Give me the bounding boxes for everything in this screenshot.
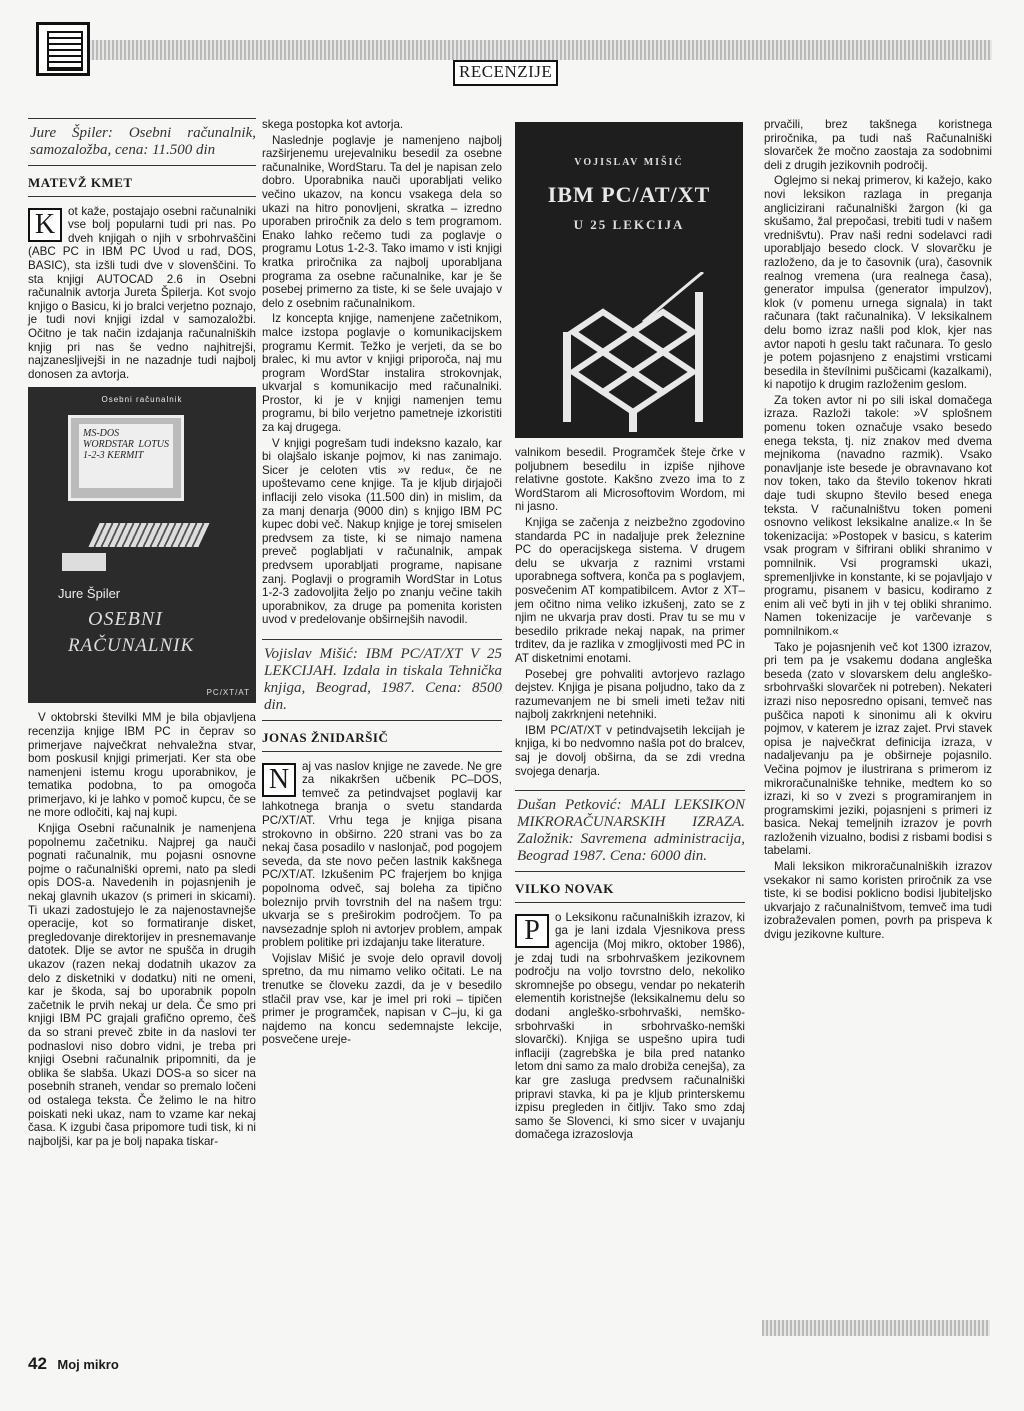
review2-paragraph: Vojislav Mišić je svoje delo opravil dovolj spretno, da mu nimamo veliko očitati. Le na trenutke se človeku zazdi, da je v besedilo stlačil prav vse, kar je imel pri roki – tipičen primer je programček, napisan v C–ju, ki ga najdemo na koncu sedemnajste lekcije, posvečene ureje- xyxy=(262,951,502,1047)
cover-author: VOJISLAV MIŠIĆ xyxy=(574,157,684,168)
review1-author: MATEVŽ KMET xyxy=(28,172,256,197)
page-footer xyxy=(28,1354,119,1374)
review2-author: JONAS ŽNIDARŠIČ xyxy=(262,727,502,752)
footer-rule xyxy=(762,1320,990,1336)
review1-paragraph: Naslednje poglavje je namenjeno najbolj razširjenemu urejevalniku besedil za osebne računalnike, WordStaru. Ta del je napisan zelo dobro. Uporabnika nauči uporabljati veliko večino ukazov, na koncu vsakega dela so ukazi na hitro ponovljeni, skratka – izredno uporaben priročnik za delo s tem programom. Enako lahko rečemo tudi za poglavje o programu Lotus 1-2-3. Tako imamo v isti knjigi kratka priročnika za najbolj uporabljana programa za osebne računalnike, kar je še posebej primerno za tiste, ki se šele uvajajo v delo z osebnim računalnikom. xyxy=(262,133,502,310)
section-title: RECENZIJE xyxy=(453,60,558,86)
review3-paragraph: prvačili, brez takšnega koristnega priročnika, pa tudi naš Računalniški slovarček že močno zaostaja za sodobnimi deli z drugih jezikovnih področij. xyxy=(764,118,992,172)
cover-title-1: OSEBNI xyxy=(88,608,163,631)
review1-paragraph: V oktobrski številki MM je bila objavljena recenzija knjige IBM PC in čeprav so primerjave največkrat nehvaležna stvar, bom poskusil knjigi primerjati. Ker sta obe namenjeni istemu krogu uporabnikov, je tematika podobna, to pa omogoča primerjavo, ki je lahko v pomoč kupcu, če se ne more odločiti, kaj naj kupi. xyxy=(28,711,256,820)
review2-biblio: Vojislav Mišić: IBM PC/AT/XT V 25 LEKCIJAH. Izdala in tiskala Tehnička knjiga, Beograd, 1987. Cena: 8500 din. xyxy=(262,639,502,721)
column-1 xyxy=(28,118,256,1150)
review1-paragraph: Iz koncepta knjige, namenjene začetnikom, malce izstopa poglavje o komunikacijskem programu Kermit. Težko je verjeti, da se bo bralec, ki mu avtor v knjigi priporoča, naj mu program WordStar instalira strokovnjak, ukvarjal s komunikacijo med računalniki. Prostor, ki je v knjigi namenjen temu programu, bi bilo verjetno pametneje izkoristiti za kaj drugega. xyxy=(262,312,502,435)
review2-dropcap: N xyxy=(262,763,296,797)
review1-intro: K ot kaže, postajajo osebni računalniki vse bolj popularni tudi pri nas. Po dveh knjigah o njih v srbohrvaščini (ABC PC in IBM PC Uvod u rad, DOS, BASIC), sta izšli tudi dve v slovenščini. To sta knjigi AUTOCAD 2.6 in Osebni računalnik avtorja Jureta Špilerja. Kot svojo knjigo o Basicu, ki jo bralci verjetno poznajo, je tudi novi knjigi izdal v samozaložbi. Očitno je tak način izdajanja računalniških knjig pri nas še vedno najhitrejši, najzanesljivejši in ne nazadnje tudi najbolj donosen za avtorja. xyxy=(28,204,256,381)
disk-drive-icon xyxy=(62,553,106,571)
page-number: 42 xyxy=(28,1354,47,1373)
review1-paragraph: V knjigi pogrešam tudi indeksno kazalo, kar bi olajšalo iskanje pojmov, ki nas zanimajo. Sicer je celoten vtis »v redu«, če ne upoštevamo cene knjige. Ta je kljub dirjajoči inflaciji zelo visoka (11.500 din) in mislim, da za manj denarja (9000 din) s knjigo IBM PC kupec dobi več. Nakup knjige je torej smiselen predvsem za tiste, ki se nimajo namena preveč poglabljati v računalnik, ampak predvsem uporabljati programe, napisane zanj. Poglavji o programih WordStar in Lotus 1-2-3 zadovoljita željo po znanju večine takih uporabnikov, za druge pa pomenita koristen uvod v predelovanje obširnejših navodil. xyxy=(262,436,502,627)
review2-paragraph: Knjiga se začenja z neizbežno zgodovino standarda PC in nadaljuje prek železnine PC do operacijskega sistema. V drugem delu se ukvarja z raznimi vrstami uporabnega softvera, konča pa s poglavjem, posvečenim AT kompatibilcem. Avtor z XT–jem očitno nima veliko izkušenj, zato se z njim ne ukvarja prav dosti. Prav tu se mu v besedilo prikrade nekaj napak, na primer trditev, da je razlika v zmogljivosti med PC in AT disketnimi enotami. xyxy=(515,515,745,665)
cover-title-2: RAČUNALNIK xyxy=(68,635,195,657)
review2-paragraph: IBM PC/AT/XT v petindvajsetih lekcijah je knjiga, ki bo nedvomno našla pot do bralcev, saj je dovolj obširna, da se zdi vredna svojega denarja. xyxy=(515,723,745,778)
keyboard-icon xyxy=(88,523,209,547)
review3-biblio: Dušan Petković: MALI LEKSIKON MIKRORAČUNARSKIH IZRAZA. Založnik: Savremena administracija, Beograd 1987. Cena: 6000 din. xyxy=(515,790,745,872)
monitor-icon xyxy=(68,415,184,501)
review1-paragraph: skega postopka kot avtorja. xyxy=(262,118,404,131)
column-3 xyxy=(515,118,745,1144)
cover-title-1: IBM PC/AT/XT xyxy=(547,182,711,207)
book-cover-osebni-racunalnik xyxy=(28,387,256,703)
header-rule xyxy=(36,40,992,60)
review3-paragraph: Oglejmo si nekaj primerov, ki kažejo, kako novi leksikon razlaga in preganja anglicizirani računalniški žargon (ki ga skušamo, žal prepočasi, trebiti tudi v našem vrednišvtu). Prav naši redni sodelavci radi uporabljajo besedo clock. V slovarčku je razloženo, da je to časovnik (ura), časovnik realnog vremena (ura realnega časa), generator impulsa (generator impulzov), klok (v pomenu urnega signala) in takt računara (takt računalnika). V leksikalnem delu bomo izraz našli pod klok, kjer nas avtor napoti h geslu takt računara. To geslo je potem pojasnjeno z enajstimi vrsticami besedila in števílnimi puščicami (kazalkami), ki napotijo k drugim razloženim geslom. xyxy=(764,174,992,392)
review2-paragraph: valnikom besedil. Programček šteje črke v poljubnem besedilu in izpiše njihove relativne gostote. Kakšno zvezo ima to z WordStarom ali Microsoftovim Wordom, mi ni jasno. xyxy=(515,446,745,514)
review3-dropcap: P xyxy=(515,914,549,948)
review1-dropcap: K xyxy=(28,208,62,242)
magazine-name: Moj mikro xyxy=(57,1357,119,1372)
review1-biblio: Jure Špiler: Osebni računalnik, samozaložba, cena: 11.500 din xyxy=(28,118,256,166)
review2-paragraph: Posebej gre pohvaliti avtorjevo razlago dejstev. Knjiga je pisana poljudno, tako da z razumevanjem ne bi smeli imeti težav niti najbolj zakrknjeni netehniki. xyxy=(515,667,745,722)
review1-paragraph: Knjiga Osebni računalnik je namenjena popolnemu začetniku. Najprej ga nauči pognati računalnik, mu pojasni osnovne pojme o računalniški opremi, nato pa sledi opis DOS-a. Navedenih in pojasnjenih je nekaj glavnih ukazov (s primeri in skicami). Ti ukazi zadostujejo le za najenostavnejše operacije, kot so formatiranje disket, pregledovanje direktorijev in presnemavanje datotek. Dlje se avtor ne spušča in drugih ukazov (razen nekaj dodatnih ukazov za delo z disketniki v dodatku) niti ne omeni, kar je škoda, saj bo uporabnik popoln začetnik le prvih nekaj ur dela. Če smo pri knjigi IBM PC grajali grafično opremo, češ da so strani preveč zbite in da naslovi ter podnaslovi niso dobro vidni, je treba pri knjigi Osebni računalnik pripomniti, da je oblika še slabša. Ukazi DOS-a so sicer na posebnih straneh, vendar so premalo ločeni od ostalega teksta. Če želimo le na hitro poiskati neki ukaz, nam to vzame kar nekaj časa. K izgubi časa pripomore tudi tisk, ki ni najboljši, kar pa je bolj napaka tiskar- xyxy=(28,822,256,1148)
book-cover-ibm-pc xyxy=(515,122,743,438)
review3-author: VILKO NOVAK xyxy=(515,878,745,903)
isometric-cubes-icon xyxy=(543,272,723,432)
column-2 xyxy=(262,118,502,1049)
cover-label: Osebni računalnik xyxy=(101,395,183,405)
cover-author: Jure Špiler xyxy=(58,586,121,602)
cover-title-2: U 25 LEKCIJA xyxy=(573,217,685,232)
review3-intro: P o Leksikonu računalniških izrazov, ki ga je lani izdala Vjesnikova press agencija (Moj mikro, oktober 1986), je zdaj tudi na srbohrvaškem jezikovnem področju na voljo tovrstno delo, nekoliko skromnejše po obsegu, vendar po nekaterih elementih koristnejše (leksikalnemu delu so dodani angleško-srbohrvaški, nemško-srbohrvaški in srbohrvaško-nemški slovarčki). Knjiga se uspešno upira tudi inflaciji (zagrebška je bila pred natanko letom dni samo za malo drobiža cenejša), za kar gre zasluga predvsem računalniški pripravi stavka, ki pa je kljub printerskemu izpisu pregleden in čitljiv. Tako smo zdaj samo še Slovenci, ki smo sicer v uvajanju domačega izrazoslovja xyxy=(515,910,745,1142)
monitor-screen-text: MS-DOS WORDSTAR LOTUS 1-2-3 KERMIT xyxy=(79,424,173,488)
review3-paragraph: Za token avtor ni po sili iskal domačega izraza. Razloži takole: »V splošnem pomenu token označuje vsako besedo enega teksta, tj. niz znakov med dvema mejnikoma (navadno razmik). Vsako ponavljanje iste besede je obravnavano kot nov token, tako da število tokenov hkrati daje tudi skupno število besed enega teksta. V računalništvu token pomeni osnovno velikost leksikalne analize.« In še tokenizacija: »Postopek v basicu, s katerim vsak program v šifrirani obliki shranimo v pomnilnik. Vsi programski ukazi, spremenljivke in konstante, ki se pojavljajo v programu, pisanem v basicu, kodiramo z enim ali več byti in jih v tej obliki shranimo. Namen tokenizacije je varčevanje s pomnilnikom.« xyxy=(764,393,992,638)
review3-paragraph: Tako je pojasnjenih več kot 1300 izrazov, pri tem pa je vsakemu dodana angleška beseda (zato v slovarskem delu angleško-srbohrvaški slovarček ni potreben). Nekateri izrazi niso neposredno opisani, temveč nas puščica napoti k sinonimu ali k okviru pojmov, v katerem je izraz zajet. Prvi stavek opisa je največkrat definicija izraza, v nadaljevanju pa je obširneje pojasnilo. Večina pojmov je ilustrirana s primerom iz mikroračunalniške tehnike, medtem ko so izrazi, ki so v zvezi s programiranjem in programskimi jeziki, pojasnjeni s primeri iz basica. Nekaj temeljnih izrazov je povrh razloženih vizualno, bodisi z risbami bodisi s tabelami. xyxy=(764,640,992,858)
column-4 xyxy=(764,118,992,944)
magazine-logo-icon xyxy=(36,22,90,76)
review3-paragraph: Mali leksikon mikroračunalniških izrazov vsekakor ni samo koristen priročnik za vse tiste, ki se bodisi poklicno bodisi ljubiteljsko ukvarjajo z računalništvom, temveč ima tudi izobraževalen pomen, povrh pa prispeva k dvigu jezikovne kulture. xyxy=(764,860,992,942)
cover-subtitle: PC/XT/AT xyxy=(206,687,250,697)
review2-intro: N aj vas naslov knjige ne zavede. Ne gre za nikakršen učbenik PC–DOS, temveč za petindvajset poglavij kar lahkotnega branja o svetu standarda PC/XT/AT. Vrhu tega je knjiga pisana strokovno in obširno. 220 strani vas bo za nekaj časa posadilo v naslonjač, pod pogojem seveda, da ste novo pečen lastnik kakšnega PC/XT/AT. Izkušenim PC frajerjem bo knjiga popolnoma odveč, saj boleha za tipično boleznijo prvih tovrstnih del na našem trgu: ukvarja se s preširokim področjem. To pa navsezadnje sploh ni avtorjev problem, ampak problem politike pri izdajanju take literature. xyxy=(262,759,502,950)
